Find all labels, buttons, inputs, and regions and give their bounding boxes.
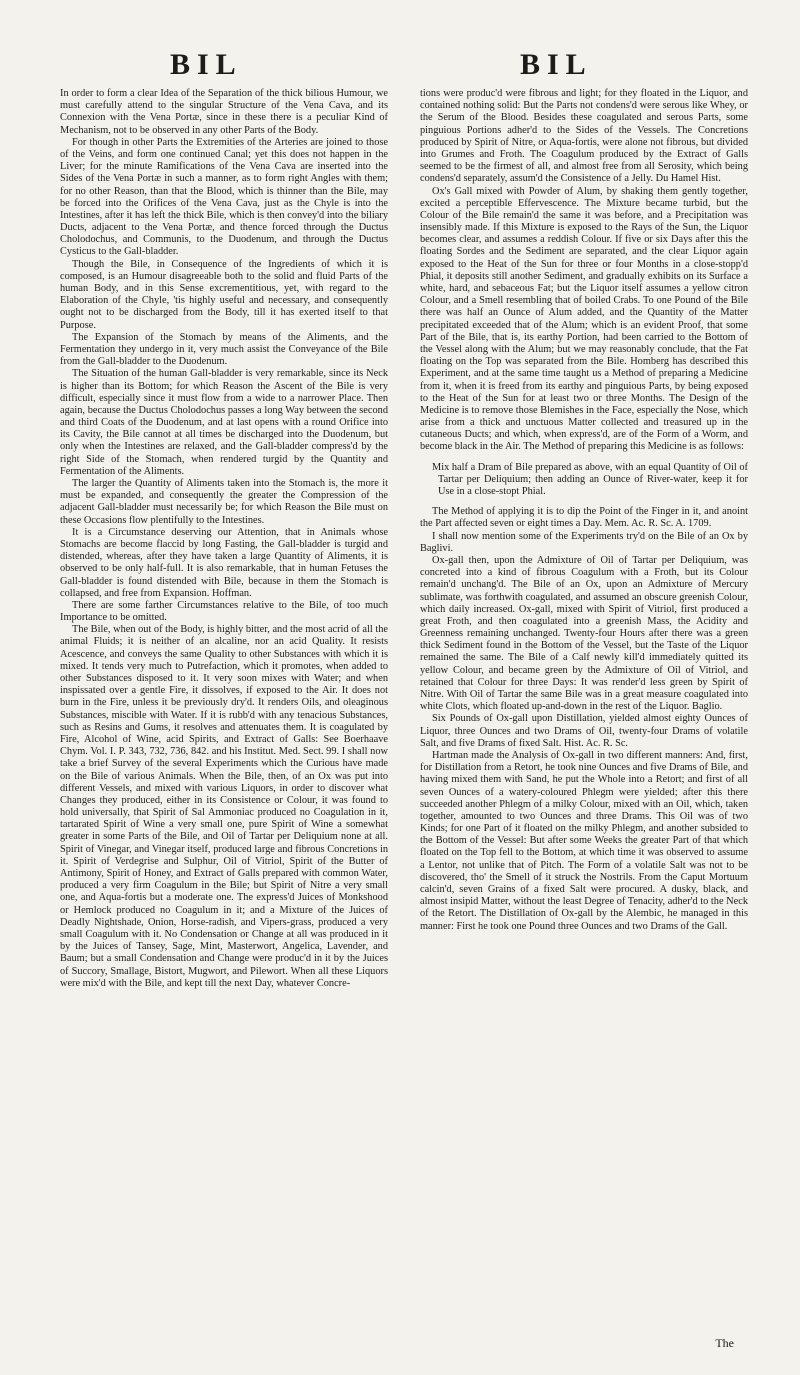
paragraph: Hartman made the Analysis of Ox-gall in two different manners: And, first, for Distillation from a Retort, he took nine Ounces and five Drams of Bile, and having mixed them with Sand, he put the Whole into a Retort; and first of all seven Ounces of a watery-coloured Phlegm were yielded; after this there succeeded another Phlegm of a milky Colour, mixed with an Oil, which, taken together, amounted to two Ounces and three Drams. This Oil was of two Kinds; for one Part of it floated on the milky Phlegm, and another subsided to the Bottom of the Vessel: But after some Weeks the greater Part of that which floated on the Top fell to the Bottom, at which time it was observed to assume a Lentor, not unlike that of Pitch. The Form of a volatile Salt was not to be discovered, tho' the Smell of it struck the Nostrils. From the Caput Mortuum calcin'd, seven Grains of a fixed Salt were procured. A dusky, black, and almost insipid Matter, without the least Degree of Tenacity, adher'd to the Neck of the Retort. The Distillation of Ox-gall by the Alembic, he managed in this manner: First he took one Pound three Ounces and two Drams of the Gall. [420, 749, 748, 932]
spacer [420, 454, 748, 462]
paragraph: Ox's Gall mixed with Powder of Alum, by shaking them gently together, excited a perceptible Effervescence. The Mixture became turbid, but the Colour of the Bile remain'd the same it was before, and a Precipitation was insensibly made. If this Mixture is exposed to the Rays of the Sun, the Liquor becomes clear, and assumes a reddish Colour. If five or six Days after this the floating Sordes and the Sediment are separated, and the clear Liquor again exposed to the Heat of the Sun for three or four Months in a close-stopp'd Phial, it deposits still another Sediment, and gradually exhibits on its Surface a white, hard, and sebaceous Fat; but the Liquor itself assumes a yellow citron Colour, and a Smell resembling that of boiled Crabs. To one Pound of the Bile there was half an Ounce of Alum added, and the Quantity of the Matter precipitated exceeded that of the Alum; which is an evident Proof, that some Part of the Bile, that is, its earthy Portion, had been carried to the Bottom of the Vessel along with the Alum; but we may reasonably conclude, that the Fat floating on the Top was separated from the Bile. Homberg has described this Experiment, and at the same time taught us a Method of preparing a Medicine from it, when it is freed from its earthy and pinguious Parts, by being exposed to the Heat of the Sun for at least two or three Months. The Design of the Medicine is to remove those Blemishes in the Face, especially the Nose, which arise from a thick and unctuous Matter collected and treasured up in the cutaneous Ducts; and which, when express'd, are of the Form of a Worm, and become black in the Air. The Method of preparing this Medicine is as follows: [420, 185, 748, 453]
right-column [420, 88, 748, 1343]
paragraph: The Situation of the human Gall-bladder is very remarkable, since its Neck is higher than its Bottom; for which Reason the Ascent of the Bile is very difficult, especially since it must flow from a wide to a narrower Place. Then again, because the Ductus Cholodochus passes a long Way between the second and third Coats of the Duodenum, and at last opens with a round Orifice into its Cavity, the Bile cannot at all times be discharged into the Duodenum, but only when the Intestines are relaxed, and the Gall-bladder compress'd by the right Side of the Stomach, when rendered turgid by the Quantity and Fermentation of the Aliments. [60, 368, 388, 477]
paragraph: For though in other Parts the Extremities of the Arteries are joined to those of the Veins, and form one continued Canal; yet this does not happen in the Liver; for the minute Ramifications of the Vena Cava are inserted into the Sides of the Vena Portæ in such a manner, as to form right Angles with them; for no other Reason, than that the Blood, which is thinner than the Bile, may be forced into the Orifices of the Vena Cava, just as the Chyle is into the Intestines, after it has left the thick Bile, which is then convey'd into the biliary Ducts, adjacent to the Vena Portæ, and thence forced through the Ductus Cholodochus, and Communis, to the Duodenum, and through the Ductus Cysticus to the Gall-bladder. [60, 136, 388, 258]
recipe: Mix half a Dram of Bile prepared as above, with an equal Quantity of Oil of Tartar per Deliquium; then adding an Ounce of River-water, keep it for Use in a close-stopt Phial. [432, 461, 748, 497]
catchword: The [715, 1336, 734, 1350]
paragraph: tions were produc'd were fibrous and light; for they floated in the Liquor, and contained nothing solid: But the Parts not condens'd were serous like Whey, or the Serum of the Blood. Besides these coagulated and serous Parts, some pinguious Portions adher'd to the Sides of the Vessels. The Concretions produced by Spirit of Nitre, or Aqua-fortis, were alone not fibrous, but divided into Grumes and Froth. The Coagulum produced by the Extract of Galls seemed to be the firmest of all, and almost free from all Serosity, which being condens'd separately, assum'd the Consistence of a Jelly. Du Hamel Hist. [420, 88, 748, 185]
left-column [60, 88, 388, 1343]
paragraph: Though the Bile, in Consequence of the Ingredients of which it is composed, is an Humour disagreeable both to the solid and fluid Parts of the human Body, and in this Sense excrementitious, yet, with regard to the Elaboration of the Chyle, 'tis highly useful and necessary, and consequently ought not to be discharged from the Body, till it has exerted itself to that Purpose. [60, 258, 388, 331]
paragraph: The Method of applying it is to dip the Point of the Finger in it, and anoint the Part affected seven or eight times a Day. Mem. Ac. R. Sc. A. 1709. [420, 506, 748, 530]
paragraph: The Expansion of the Stomach by means of the Aliments, and the Fermentation they undergo in it, very much assist the Conveyance of the Bile from the Gall-bladder to the Duodenum. [60, 331, 388, 368]
paragraph: There are some farther Circumstances relative to the Bile, of too much Importance to be omitted. [60, 599, 388, 624]
paragraph: I shall now mention some of the Experiments try'd on the Bile of an Ox by Baglivi. [420, 530, 748, 554]
paragraph: Six Pounds of Ox-gall upon Distillation, yielded almost eighty Ounces of Liquor, three Ounces and two Drams of Oil, twenty-four Drams of volatile Salt, and five Drams of fixed Salt. Hist. Ac. R. Sc. [420, 713, 748, 749]
running-header [0, 48, 800, 88]
paragraph: The larger the Quantity of Aliments taken into the Stomach is, the more it must be expanded, and consequently the greater the Compression of the adjacent Gall-bladder must necessarily be; for which Reason the Bile must on these Occasions flow plentifully to the Intestines. [60, 478, 388, 526]
header-right: BIL [520, 48, 593, 81]
header-left: BIL [170, 48, 243, 81]
paragraph: Ox-gall then, upon the Admixture of Oil of Tartar per Deliquium, was concreted into a kind of fibrous Coagulum with a Froth, but its Colour remain'd unchang'd. The Bile of an Ox, upon an Admixture of Mercury sublimate, was forthwith coagulated, and assumed an obscure greenish Colour, which daily increased. Ox-gall, mixed with Spirit of Vitriol, first produced a great Froth, and then coagulated into a greenish Mass, the Acidity and Greenness remaining unchanged. Twenty-four Hours after there was a green thick Sediment found in the Bottom of the Vessel, but the Taste of the Liquor remained the same. The Bile of a Calf newly kill'd immediately quitted its yellow Colour, and became green by the Admixture of Oil of Vitriol, and retained that Colour for three Days: It was render'd less green by Spirit of Nitre. With Oil of Tartar the same Bile was in a great measure coagulated into white Clots, which floated up-and-down in the rest of the Liquor. Baglio. [420, 554, 748, 713]
paragraph: It is a Circumstance deserving our Attention, that in Animals whose Stomachs are become flaccid by long Fasting, the Gall-bladder is turgid and distended, whereas, after they have taken a large Quantity of Aliments, it is observed to be only half-full. It is also remarkable, that in human Fetuses the Gall-bladder is found distended with Bile, because in them the Stomach is collapsed, and free from Expansion. Hoffman. [60, 526, 388, 599]
paragraph: In order to form a clear Idea of the Separation of the thick bilious Humour, we must carefully attend to the singular Structure of the Vena Cava, and its Connexion with the Vena Portæ, since in these there is a peculiar Kind of Mechanism, not to be observed in any other Parts of the Body. [60, 88, 388, 136]
paragraph: The Bile, when out of the Body, is highly bitter, and the most acrid of all the animal Fluids; it is neither of an alcaline, nor an acid Quality. It resists Acescence, and conveys the same Quality to other Substances with which it is mixed. It tends very much to Putrefaction, which it promotes, when added to other Substances disposed to it. It very soon mixes with Water; and when inspissated over a gentle Fire, it dissolves, if exposed to the Air. It does not burn in the Fire, unless it be previously dry'd. It renders Oils, and oleaginous Substances, miscible with Water. If it is rubb'd with any tenacious Substances, such as Resins and Gums, it resolves and attenuates them. It is coagulated by Fire, Alcohol of Wine, acid Spirits, and Extract of Galls: See Boerhaave Chym. Vol. I. P. 343, 732, 736, 842. and his Institut. Med. Sect. 99. I shall now take a brief Survey of the several Experiments which the Curious have made on the Bile of various Animals. When the Bile, then, of an Ox was put into different Vessels, and mixed with various Liquors, in order to discover what Changes they produced, either in its Consistence or Colour, it was found to hold universally, that Spirit of Sal Ammoniac produced no Coagulation in it, tartarated Spirit of Wine a very small one, pure Spirit of Wine a somewhat greater in some Parts of the Bile, and Oil of Tartar per Deliquium none at all. Spirit of Vinegar, and Vinegar itself, produced large and fibrous Concretions in it. Spirit of Verdegrise and Sulphur, Oil of Vitriol, Spirit of the Butter of Antimony, Spirit of Honey, and Extract of Galls prepared with common Water, produced a very firm Coagulum in the Bile; but Spirit of Nitre a very small one, and Aqua-fortis but a moderate one. The express'd Juices of Monkshood or Hemlock produced no Coagulum in it; and a Mixture of the Juices of Deadly Nightshade, Onion, Horse-radish, and Vipers-grass, produced a very small Coagulum with it. No Condensation or Change at all was produced in it by the Juices of Tansey, Sage, Mint, Masterwort, Angelica, Lavender, and Baum; but a small Condensation and Change were produc'd in it by the Juices of Succory, Smallage, Bistort, Mugwort, and Pilewort. When all these Liquors were mix'd with the Bile, and kept till the next Day, whatever Concre- [60, 624, 388, 989]
spacer [420, 498, 748, 506]
